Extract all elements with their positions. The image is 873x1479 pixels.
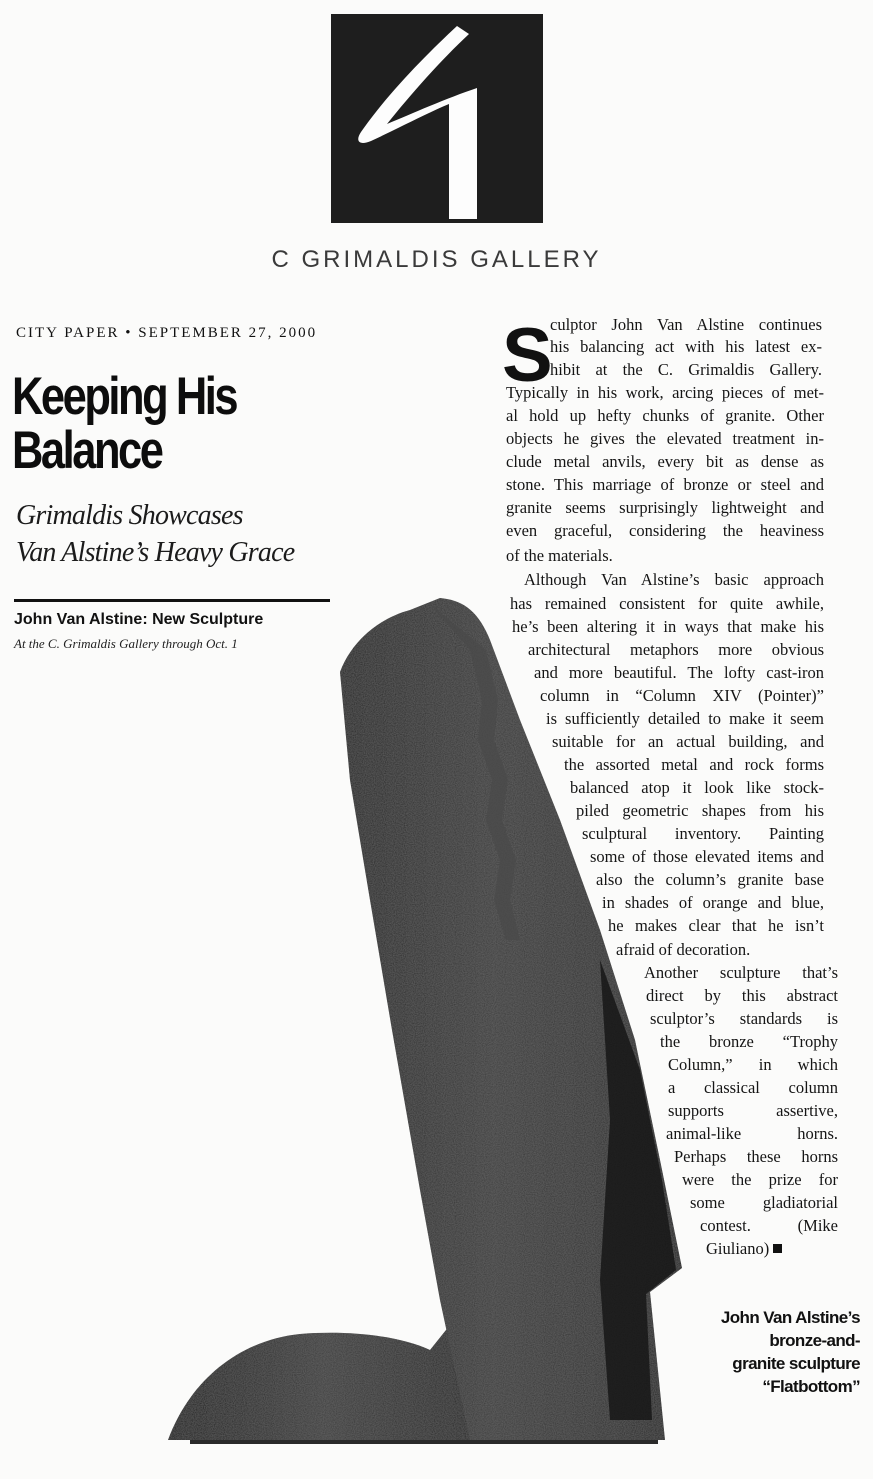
body-line: al hold up hefty chunks of granite. Other bbox=[506, 406, 824, 425]
subheadline-line: Van Alstine’s Heavy Grace bbox=[16, 537, 295, 568]
drop-cap: S bbox=[502, 313, 553, 398]
body-line: Giuliano) bbox=[706, 1239, 770, 1258]
exhibition-title: John Van Alstine: New Sculpture bbox=[14, 611, 264, 628]
body-line: column in “Column XIV (Pointer)” bbox=[540, 686, 824, 705]
body-line: Column,” in which bbox=[668, 1055, 838, 1074]
body-line: stone. This marriage of bronze or steel and bbox=[506, 475, 824, 494]
caption-line: “Flatbottom” bbox=[762, 1377, 860, 1396]
body-line: afraid of decoration. bbox=[616, 940, 751, 959]
body-line: Perhaps these horns bbox=[674, 1147, 838, 1166]
caption-line: granite sculpture bbox=[732, 1354, 860, 1373]
body-line: were the prize for bbox=[682, 1170, 838, 1189]
body-line-final bbox=[706, 1239, 782, 1259]
gallery-name: C GRIMALDIS GALLERY bbox=[271, 246, 602, 273]
body-line: is sufficiently detailed to make it seem bbox=[546, 709, 824, 728]
body-line: some gladiatorial bbox=[690, 1193, 838, 1212]
body-line: supports assertive, bbox=[668, 1101, 838, 1120]
body-line: Typically in his work, arcing pieces of met- bbox=[506, 383, 824, 402]
body-line: culptor John Van Alstine continues bbox=[550, 315, 822, 334]
body-line: he makes clear that he isn’t bbox=[608, 916, 824, 935]
body-line: direct by this abstract bbox=[646, 986, 838, 1005]
body-line: piled geometric shapes from his bbox=[576, 801, 824, 820]
body-line: and more beautiful. The lofty cast-iron bbox=[534, 663, 824, 682]
end-mark-icon bbox=[773, 1244, 782, 1253]
subheadline-line: Grimaldis Showcases bbox=[16, 500, 243, 531]
body-line: in shades of orange and blue, bbox=[602, 893, 824, 912]
body-line: even graceful, considering the heaviness bbox=[506, 521, 824, 540]
body-line: he’s been altering it in ways that make his bbox=[512, 617, 824, 636]
body-line: hibit at the C. Grimaldis Gallery. bbox=[550, 360, 822, 379]
body-line: objects he gives the elevated treatment in- bbox=[506, 429, 824, 448]
body-line: Another sculpture that’s bbox=[644, 963, 838, 982]
photo-caption bbox=[690, 1306, 860, 1398]
caption-line: John Van Alstine’s bbox=[720, 1308, 860, 1327]
body-line: the assorted metal and rock forms bbox=[564, 755, 824, 774]
exhibition-info: At the C. Grimaldis Gallery through Oct. 1 bbox=[14, 636, 238, 651]
body-line: a classical column bbox=[668, 1078, 838, 1097]
body-line: of the materials. bbox=[506, 546, 613, 565]
body-line: architectural metaphors more obvious bbox=[528, 640, 824, 659]
body-line: granite seems surprisingly lightweight and bbox=[506, 498, 824, 517]
body-line: the bronze “Trophy bbox=[660, 1032, 838, 1051]
body-line: contest. (Mike bbox=[700, 1216, 838, 1235]
body-line: his balancing act with his latest ex- bbox=[550, 337, 822, 356]
dateline: CITY PAPER • SEPTEMBER 27, 2000 bbox=[16, 325, 318, 341]
headline-line: Balance bbox=[12, 421, 162, 480]
body-line: has remained consistent for quite awhile, bbox=[510, 594, 824, 613]
body-line: sculptor’s standards is bbox=[650, 1009, 838, 1028]
caption-line: bronze-and- bbox=[769, 1331, 860, 1350]
body-line: also the column’s granite base bbox=[596, 870, 824, 889]
body-line: sculptural inventory. Painting bbox=[582, 824, 824, 843]
body-line: clude metal anvils, every bit as dense as bbox=[506, 452, 824, 471]
headline-line: Keeping His bbox=[12, 367, 237, 426]
body-line: suitable for an actual building, and bbox=[552, 732, 824, 751]
body-line: some of those elevated items and bbox=[590, 847, 824, 866]
body-line: Although Van Alstine’s basic approach bbox=[524, 570, 824, 589]
body-line: balanced atop it look like stock- bbox=[570, 778, 824, 797]
body-line: animal-like horns. bbox=[666, 1124, 838, 1143]
